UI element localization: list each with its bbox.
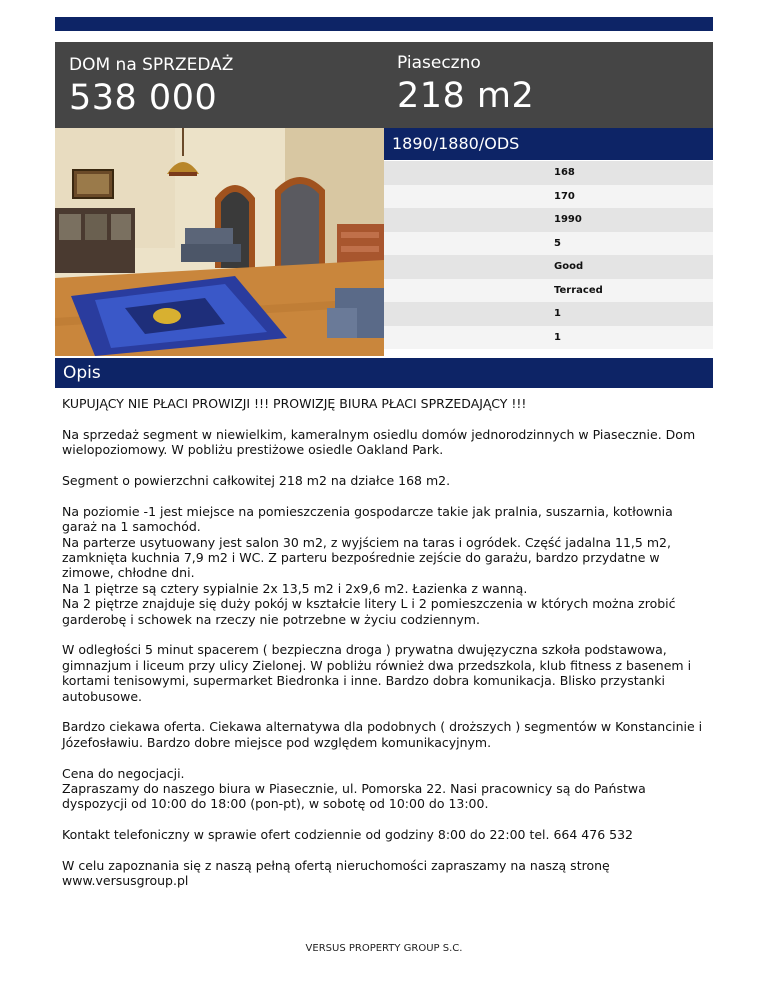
price: 538 000	[69, 78, 218, 118]
spec-row	[384, 185, 713, 209]
spec-row	[384, 279, 713, 303]
section-title: Opis	[63, 363, 101, 383]
property-type: DOM na SPRZEDAŻ	[69, 55, 234, 75]
spec-value: 5	[554, 237, 561, 249]
top-accent-bar	[55, 17, 713, 31]
spec-value: 1	[554, 308, 561, 320]
spec-value: 1990	[554, 214, 582, 226]
spec-row	[384, 326, 713, 350]
spec-row	[384, 255, 713, 279]
spec-value: 1	[554, 331, 561, 343]
area: 218 m2	[397, 76, 535, 116]
footer-company: VERSUS PROPERTY GROUP S.C.	[305, 943, 463, 954]
description-paragraph: Cena do negocjacji. Zapraszamy do naszego biura w Piasecznie, ul. Pomorska 22. Nasi pracownicy są do Państwa dyspozycji od 10:00 do 18:00 (pon-pt), w sobotę od 10:00 do 13:00.	[62, 765, 646, 812]
specs-table	[384, 161, 713, 349]
spec-value: Good	[554, 261, 584, 273]
description-paragraph: Segment o powierzchni całkowitej 218 m2 na działce 168 m2.	[62, 473, 451, 488]
reference-bar	[384, 128, 713, 160]
description-paragraph: Bardzo ciekawa oferta. Ciekawa alternatywa dla podobnych ( droższych ) segmentów w Konstancinie i Józefosławiu. Bardzo dobre miejsce pod względem komunikacyjnym.	[62, 719, 703, 750]
description-paragraph: KUPUJĄCY NIE PŁACI PROWIZJI !!! PROWIZJĘ BIURA PŁACI SPRZEDAJĄCY !!!	[62, 396, 527, 411]
living-room-image	[55, 128, 384, 356]
description-header	[55, 358, 713, 388]
description-paragraph: Kontakt telefoniczny w sprawie ofert codziennie od godziny 8:00 do 22:00 tel. 664 476 532	[62, 827, 633, 843]
description-body	[62, 396, 706, 904]
header-left	[69, 55, 233, 118]
listing-header	[55, 42, 713, 128]
description-paragraph: Na sprzedaż segment w niewielkim, kameralnym osiedlu domów jednorodzinnych w Piasecznie. Dom wielopoziomowy. W pobliżu prestiżowe osiedle Oakland Park.	[62, 426, 696, 458]
header-right	[397, 53, 534, 116]
spec-row	[384, 232, 713, 256]
description-paragraph: Na poziomie -1 jest miejsce na pomieszczenia gospodarcze takie jak pralnia, suszarnia, kotłownia garaż na 1 samochód. Na parterze usytuowany jest salon 30 m2, z wyjściem na taras i ogródek. Część jadalna 11,5 m2, zamknięta kuchnia 7,9 m2 i WC. Z parteru bezpośrednie zejście do garażu, bardzo przydatne w zimowe, chłodne dni. Na 1 piętrze są cztery sypialnie 2x 13,5 m2 i 2x9,6 m2. Łazienka z wanną. Na 2 piętrze znajduje się duży pokój w kształcie litery L i 2 pomieszczenia w których można zrobić garderobę i schowek na rzeczy nie potrzebne w życiu codziennym.	[62, 503, 676, 627]
property-photo	[55, 128, 384, 356]
spec-value: 168	[554, 167, 575, 179]
spec-row	[384, 208, 713, 232]
spec-row	[384, 161, 713, 185]
reference-number: 1890/1880/ODS	[392, 134, 520, 153]
description-paragraph: W odległości 5 minut spacerem ( bezpieczna droga ) prywatna dwujęzyczna szkoła podstawowa, gimnazjum i liceum przy ulicy Zielonej. W pobliżu również dwa przedszkola, klub fitness z basenem i kortami tenisowymi, supermarket Biedronka i inne. Bardzo dobra komunikacja. Blisko przystanki autobusowe.	[62, 642, 692, 704]
location: Piaseczno	[397, 53, 481, 73]
spec-value: 170	[554, 190, 575, 202]
spec-row	[384, 302, 713, 326]
spec-value: Terraced	[554, 284, 603, 296]
description-paragraph: W celu zapoznania się z naszą pełną ofertą nieruchomości zapraszamy na naszą stronę www.versusgroup.pl	[62, 858, 610, 889]
